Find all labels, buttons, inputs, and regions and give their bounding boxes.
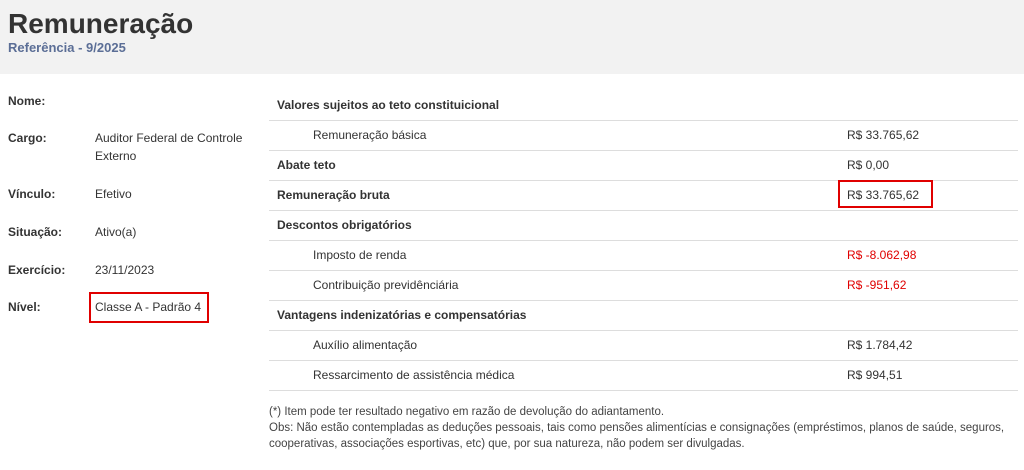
row-label: Remuneração básica: [313, 128, 427, 142]
footnote-line-1: (*) Item pode ter resultado negativo em razão de devolução do adiantamento.: [269, 406, 665, 418]
row-label: Imposto de renda: [313, 248, 407, 262]
table-row: [269, 211, 1018, 241]
situacao-value: Ativo(a): [95, 225, 137, 239]
row-label: Descontos obrigatórios: [277, 218, 412, 232]
row-value: R$ 1.784,42: [847, 338, 913, 352]
table-row: [269, 151, 1018, 181]
table-row: [269, 301, 1018, 331]
row-label: Auxílio alimentação: [313, 338, 418, 352]
table-row: [269, 91, 1018, 121]
situacao-label: Situação:: [8, 225, 63, 239]
table-row: [269, 331, 1018, 361]
footnote-line-2: Obs: Não estão contempladas as deduções pessoais, tais como pensões alimentícias e consignações (empréstimos, planos de saúde, seguros, cooperativas, associações esportivas, etc) que, por sua natureza, não podem ser divulgadas.: [269, 422, 1005, 450]
row-label: Vantagens indenizatórias e compensatórias: [277, 308, 527, 322]
row-value: R$ -951,62: [847, 278, 907, 292]
vinculo-label: Vínculo:: [8, 187, 56, 201]
remuneration-table: [269, 91, 1018, 391]
row-label: Abate teto: [277, 158, 336, 172]
vinculo-value: Efetivo: [95, 187, 132, 201]
page-title: Remuneração: [8, 8, 194, 39]
table-row: [269, 241, 1018, 271]
page-header: [0, 0, 1024, 74]
exercicio-label: Exercício:: [8, 263, 66, 277]
nivel-highlight-box: [89, 292, 209, 323]
table-row: [269, 271, 1018, 301]
row-value: R$ -8.062,98: [847, 248, 917, 262]
row-label: Ressarcimento de assistência médica: [313, 368, 515, 382]
nivel-label: Nível:: [8, 300, 41, 314]
row-label: Contribuição previdênciária: [313, 278, 459, 292]
row-label: Remuneração bruta: [277, 188, 390, 202]
table-row: [269, 361, 1018, 391]
footnote: [269, 404, 1009, 452]
table-row: [269, 121, 1018, 151]
reference-period: Referência - 9/2025: [8, 40, 126, 55]
gross-highlight-box: [838, 180, 933, 208]
cargo-value: Auditor Federal de Controle Externo: [95, 131, 243, 163]
row-value: R$ 33.765,62: [847, 128, 920, 142]
exercicio-value: 23/11/2023: [95, 263, 155, 277]
row-value: R$ 994,51: [847, 368, 903, 382]
row-label: Valores sujeitos ao teto constituicional: [277, 98, 500, 112]
row-value: R$ 33.765,62: [847, 188, 920, 202]
cargo-label: Cargo:: [8, 131, 47, 145]
row-value: R$ 0,00: [847, 158, 890, 172]
nome-label: Nome:: [8, 94, 46, 108]
nivel-value: Classe A - Padrão 4: [95, 300, 202, 314]
